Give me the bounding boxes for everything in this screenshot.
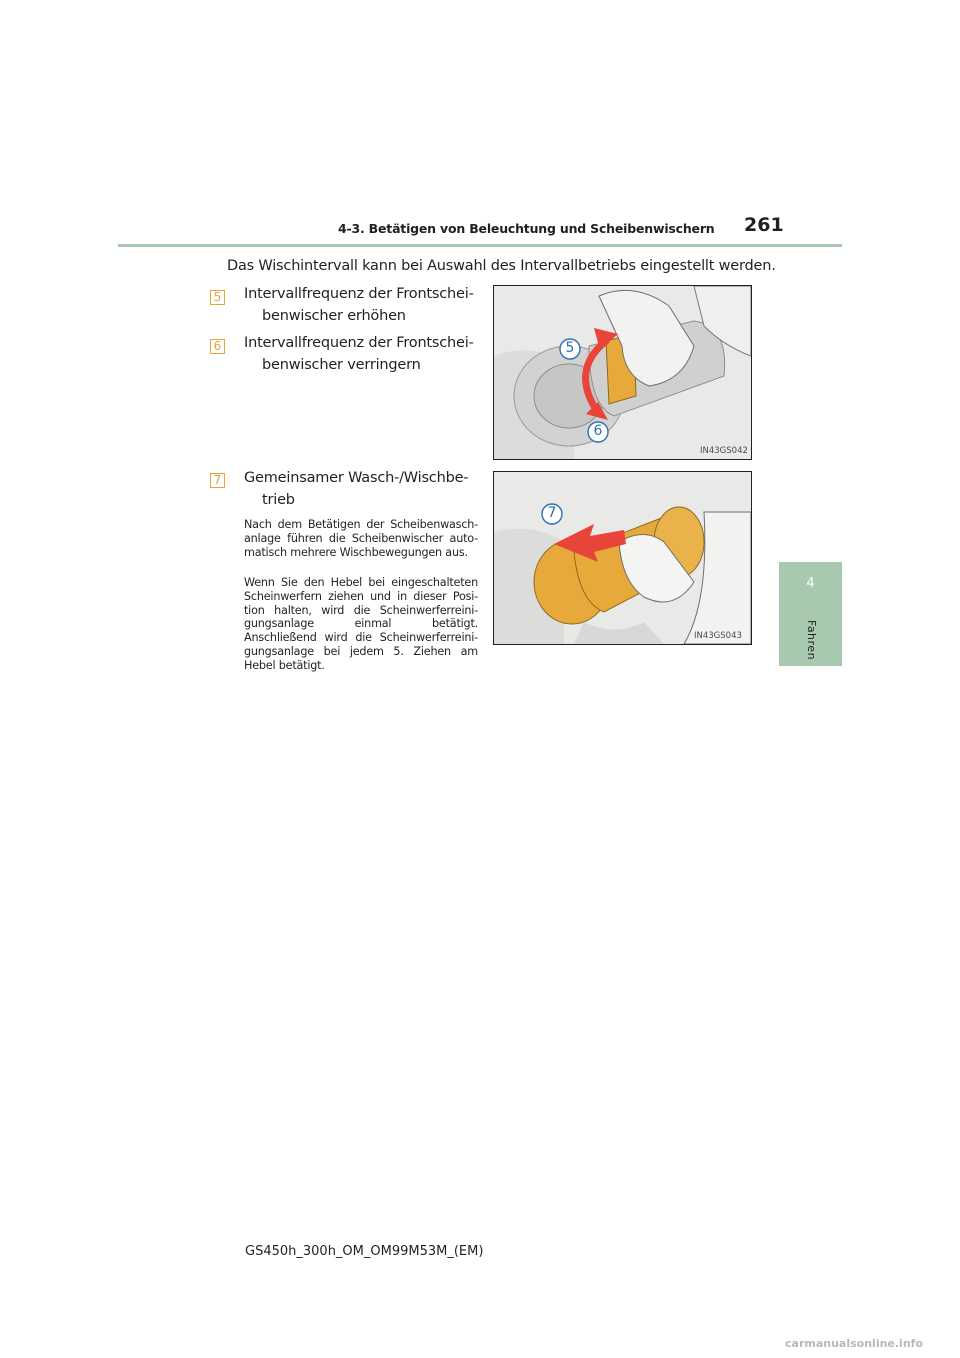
- wash-lever-illustration: [494, 472, 751, 644]
- callout-6: 6: [593, 423, 603, 439]
- intro-text: Das Wischintervall kann bei Auswahl des Intervallbetriebs eingestellt werden.: [227, 258, 776, 274]
- item-number-6: [210, 339, 225, 354]
- item-6-text: [244, 332, 476, 376]
- figure-interval-adjust: [493, 285, 752, 460]
- callout-5: 5: [565, 340, 575, 356]
- header-rule: [118, 244, 842, 247]
- note-paragraph: Wenn Sie den Hebel bei eingeschalteten Scheinwerfern ziehen und in dieser Posi- tion halten, wird die Scheinwerferreini- gungsanlage einmal betätigt. Anschließend wird die Scheinwerferreini- gungsanlage bei jedem 5. Ziehen am Hebel betätigt.: [244, 576, 478, 672]
- chapter-number: 4: [806, 576, 815, 591]
- item-number-5: [210, 290, 225, 305]
- page-number: 261: [744, 214, 784, 236]
- item-line: Intervallfrequenz der Frontschei-: [244, 286, 474, 302]
- item-line: Gemeinsamer Wasch-/Wischbe-: [244, 470, 469, 486]
- figure-wash-wipe: [493, 471, 752, 645]
- item-number-text: 6: [213, 339, 222, 353]
- watermark: carmanualsonline.info: [785, 1337, 923, 1350]
- item-line: trieb: [262, 492, 295, 508]
- item-line: benwischer erhöhen: [262, 308, 406, 324]
- item-number-text: 5: [213, 290, 222, 304]
- item-7-text: [244, 467, 476, 511]
- chapter-label: Fahren: [805, 620, 818, 661]
- note-paragraph: Nach dem Betätigen der Scheibenwasch- anlage führen die Scheibenwischer auto- matisch mehrere Wischbewegungen aus.: [244, 518, 478, 559]
- item-line: Intervallfrequenz der Frontschei-: [244, 335, 474, 351]
- wiper-ring-illustration: [494, 286, 751, 459]
- item-number-text: 7: [213, 473, 222, 487]
- section-header: 4-3. Betätigen von Beleuchtung und Scheibenwischern: [338, 221, 715, 236]
- figure-code: IN43GS043: [694, 631, 742, 641]
- figure-code: IN43GS042: [700, 446, 748, 456]
- item-5-text: [244, 283, 476, 327]
- item-number-7: [210, 473, 225, 488]
- callout-7: 7: [547, 505, 557, 521]
- footer-document-id: GS450h_300h_OM_OM99M53M_(EM): [245, 1244, 484, 1259]
- item-line: benwischer verringern: [262, 357, 421, 373]
